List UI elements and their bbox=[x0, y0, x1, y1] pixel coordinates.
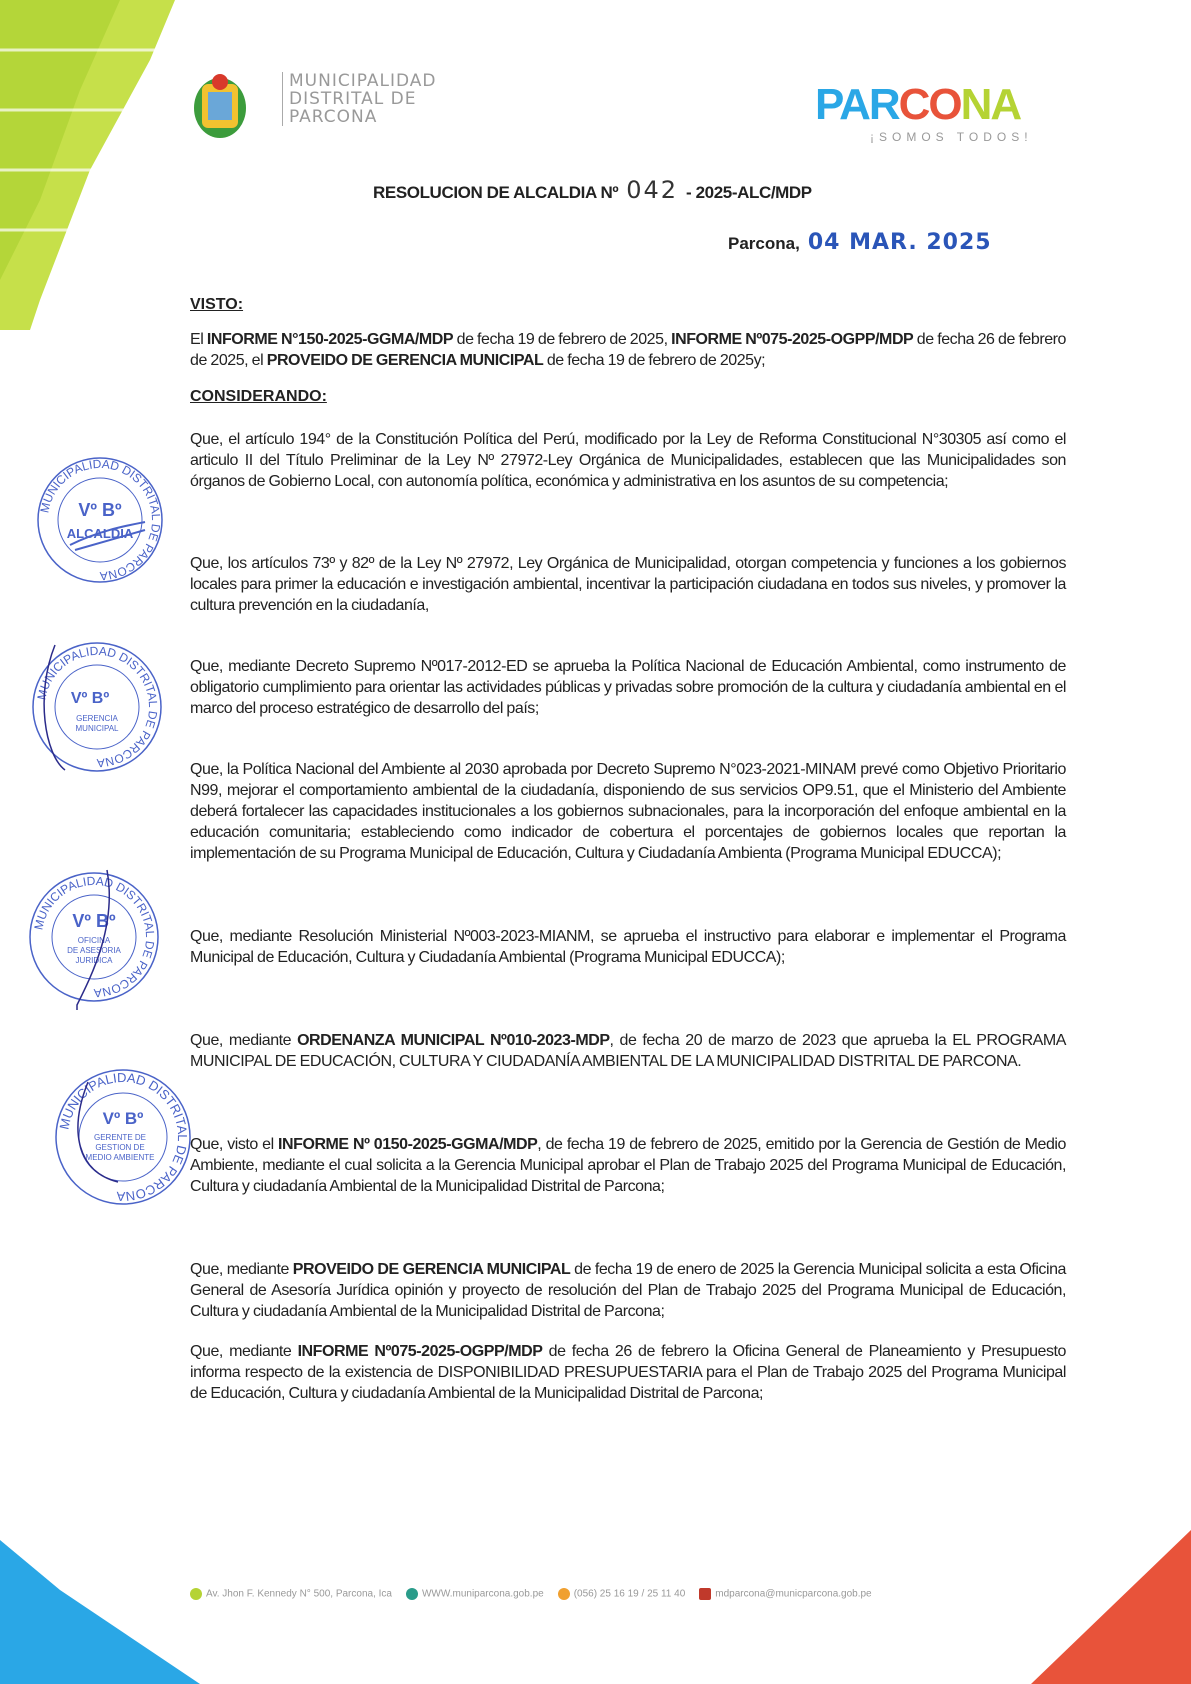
red-corner-decoration bbox=[991, 1530, 1191, 1684]
visto-heading: VISTO: bbox=[190, 296, 244, 313]
municipality-line: PARCONA bbox=[289, 107, 378, 127]
municipality-name bbox=[282, 72, 437, 126]
svg-text:MUNICIPALIDAD DISTRITAL DE PAR: MUNICIPALIDAD DISTRITAL DE PARCONA bbox=[31, 873, 158, 1001]
svg-text:MUNICIPALIDAD DISTRITAL DE PAR: MUNICIPALIDAD DISTRITAL DE PARCONA bbox=[56, 1069, 191, 1205]
considerando-paragraph: Que, mediante INFORME Nº075-2025-OGPP/MDP de fecha 26 de febrero la Oficina General de Planeamiento y Presupuesto informa respecto de la existencia de DISPONIBILIDAD PRESUPUESTARIA para el Plan de Trabajo 2025 del Programa Municipal de Educación, Cultura y ciudadanía Ambiental de la Municipalidad Distrital de Parcona; bbox=[190, 1343, 1066, 1402]
document-date bbox=[728, 230, 992, 255]
svg-text:MUNICIPALIDAD DISTRITAL DE PAR: MUNICIPALIDAD DISTRITAL DE PARCONA bbox=[34, 643, 161, 771]
svg-text:GESTION DE: GESTION DE bbox=[95, 1143, 145, 1152]
footer-email: mdparcona@municparcona.gob.pe bbox=[699, 1588, 871, 1600]
considerando-paragraph: Que, mediante Decreto Supremo Nº017-2012-ED se aprueba la Política Nacional de Educación Ambiental, como instrumento de obligatorio cumplimiento para orientar las actividades públicas y privadas sobre promoción de la cultura y ciudadanía ambiental en el marco del proceso estratégico de desarrollo del país; bbox=[190, 658, 1066, 717]
blue-corner-decoration bbox=[0, 1540, 200, 1684]
considerando-paragraph: Que, la Política Nacional del Ambiente al 2030 aprobada por Decreto Supremo N°023-2021-MINAM prevé como Objetivo Prioritario N99, mejorar el comportamiento ambiental de la ciudadanía, disponiendo de sus servicios OP9.51, que el Ministerio del Ambiente deberá fortalecer las capacidades institucionales a los gobiernos subnacionales, para la incorporación del enfoque ambiental en la educación comunitaria; estableciendo como indicador de cobertura el porcentajes de gobiernos locales que reportan la implementación de su Programa Municipal de Educación, Cultura y Ciudadanía Ambienta (Programa Municipal EDUCCA); bbox=[190, 761, 1066, 862]
green-stripe-decoration bbox=[0, 0, 190, 330]
vobo-stamp-alcaldia bbox=[30, 450, 170, 590]
municipality-line: MUNICIPALIDAD bbox=[289, 71, 437, 91]
vobo-stamp-asesoria-juridica bbox=[22, 865, 167, 1010]
svg-text:MUNICIPALIDAD DISTRITAL DE PAR: MUNICIPALIDAD DISTRITAL DE PARCONA bbox=[37, 456, 164, 584]
footer-address: Av. Jhon F. Kennedy N° 500, Parcona, Ica bbox=[190, 1588, 392, 1600]
svg-text:OFICINA: OFICINA bbox=[77, 936, 111, 945]
svg-text:GERENTE DE: GERENTE DE bbox=[93, 1133, 147, 1142]
title-prefix: RESOLUCION DE ALCALDIA Nº bbox=[373, 183, 619, 202]
svg-text:MUNICIPAL: MUNICIPAL bbox=[75, 724, 119, 733]
footer-contact bbox=[190, 1588, 872, 1600]
considerando-paragraph: Que, visto el INFORME Nº 0150-2025-GGMA/MDP, de fecha 19 de febrero de 2025, emitido por la Gerencia de Gestión de Medio Ambiente, mediante el cual solicita a la Gerencia Municipal aprobar el Plan de Trabajo 2025 del Programa Municipal de Educación, Cultura y ciudadanía Ambiental de la Municipalidad Distrital de Parcona; bbox=[190, 1136, 1066, 1195]
svg-text:Vº Bº: Vº Bº bbox=[72, 911, 116, 931]
globe-icon bbox=[406, 1588, 418, 1600]
date-place: Parcona, bbox=[728, 234, 800, 253]
resolution-number: 042 bbox=[626, 176, 679, 204]
vobo-stamp-medio-ambiente bbox=[48, 1062, 198, 1212]
date-stamp: 04 MAR. 2025 bbox=[807, 230, 992, 255]
considerando-paragraph: Que, el artículo 194° de la Constitución Política del Perú, modificado por la Ley de Reforma Constitucional N°30305 así como el articulo II del Título Preliminar de la Ley Nº 27972-Ley Orgánica de Municipalidades, establecen que las Municipalidades son órganos de Gobierno Local, con autonomía política, económica y administrativa en los asuntos de su competencia; bbox=[190, 431, 1066, 490]
considerando-paragraph: Que, mediante PROVEIDO DE GERENCIA MUNICIPAL de fecha 19 de enero de 2025 la Gerencia Municipal solicita a esta Oficina General de Asesoría Jurídica opinión y proyecto de resolución del Plan de Trabajo 2025 del Programa Municipal de Educación, Cultura y ciudadanía Ambiental de la Municipalidad Distrital de Parcona; bbox=[190, 1261, 1066, 1320]
footer-phone: (056) 25 16 19 / 25 11 40 bbox=[558, 1588, 686, 1600]
footer-web: WWW.muniparcona.gob.pe bbox=[406, 1588, 544, 1600]
visto-paragraph: El INFORME N°150-2025-GGMA/MDP de fecha 19 de febrero de 2025, INFORME Nº075-2025-OGPP/MDP de fecha 26 de febrero de 2025, el PROVEIDO DE GERENCIA MUNICIPAL de fecha 19 de febrero de 2025y; bbox=[190, 331, 1066, 369]
municipality-line: DISTRITAL DE bbox=[289, 89, 417, 109]
location-pin-icon bbox=[190, 1588, 202, 1600]
svg-text:ALCALDIA: ALCALDIA bbox=[66, 526, 134, 541]
vobo-stamp-gerencia-municipal bbox=[25, 635, 170, 780]
phone-icon bbox=[558, 1588, 570, 1600]
parcona-brand-logo: PARCONA bbox=[815, 80, 1021, 129]
svg-text:Vº Bº: Vº Bº bbox=[102, 1109, 144, 1128]
considerando-paragraph: Que, mediante ORDENANZA MUNICIPAL Nº010-2023-MDP, de fecha 20 de marzo de 2023 que aprueba la EL PROGRAMA MUNICIPAL DE EDUCACIÓN, CULTURA Y CIUDADANÍA AMBIENTAL DE LA MUNICIPALIDAD DISTRITAL DE PARCONA. bbox=[190, 1032, 1066, 1070]
resolution-title bbox=[373, 176, 812, 204]
email-icon bbox=[699, 1588, 711, 1600]
svg-text:Vº Bº: Vº Bº bbox=[70, 690, 110, 707]
brand-slogan: ¡SOMOS TODOS! bbox=[870, 130, 1033, 144]
title-suffix: - 2025-ALC/MDP bbox=[686, 183, 812, 202]
municipal-coat-of-arms-logo bbox=[190, 70, 250, 140]
considerando-paragraph: Que, los artículos 73º y 82º de la Ley Nº 27972, Ley Orgánica de Municipalidad, otorgan competencia y funciones a los gobiernos locales para primer la educación e investigación ambiental, incentivar la participación ciudadana en todos sus niveles, y promover la cultura prevención en la ciudadanía, bbox=[190, 555, 1066, 614]
svg-text:GERENCIA: GERENCIA bbox=[76, 714, 118, 723]
considerando-paragraph: Que, mediante Resolución Ministerial Nº003-2023-MIANM, se aprueba el instructivo para elaborar e implementar el Programa Municipal de Educación, Cultura y Ciudadanía Ambiental (Programa Municipal EDUCCA); bbox=[190, 928, 1066, 966]
svg-text:JURIDICA: JURIDICA bbox=[75, 956, 113, 965]
considerando-heading: CONSIDERANDO: bbox=[190, 388, 327, 405]
svg-text:Vº Bº: Vº Bº bbox=[78, 500, 122, 520]
svg-text:DE ASESORIA: DE ASESORIA bbox=[67, 946, 121, 955]
svg-text:MEDIO AMBIENTE: MEDIO AMBIENTE bbox=[85, 1153, 155, 1162]
